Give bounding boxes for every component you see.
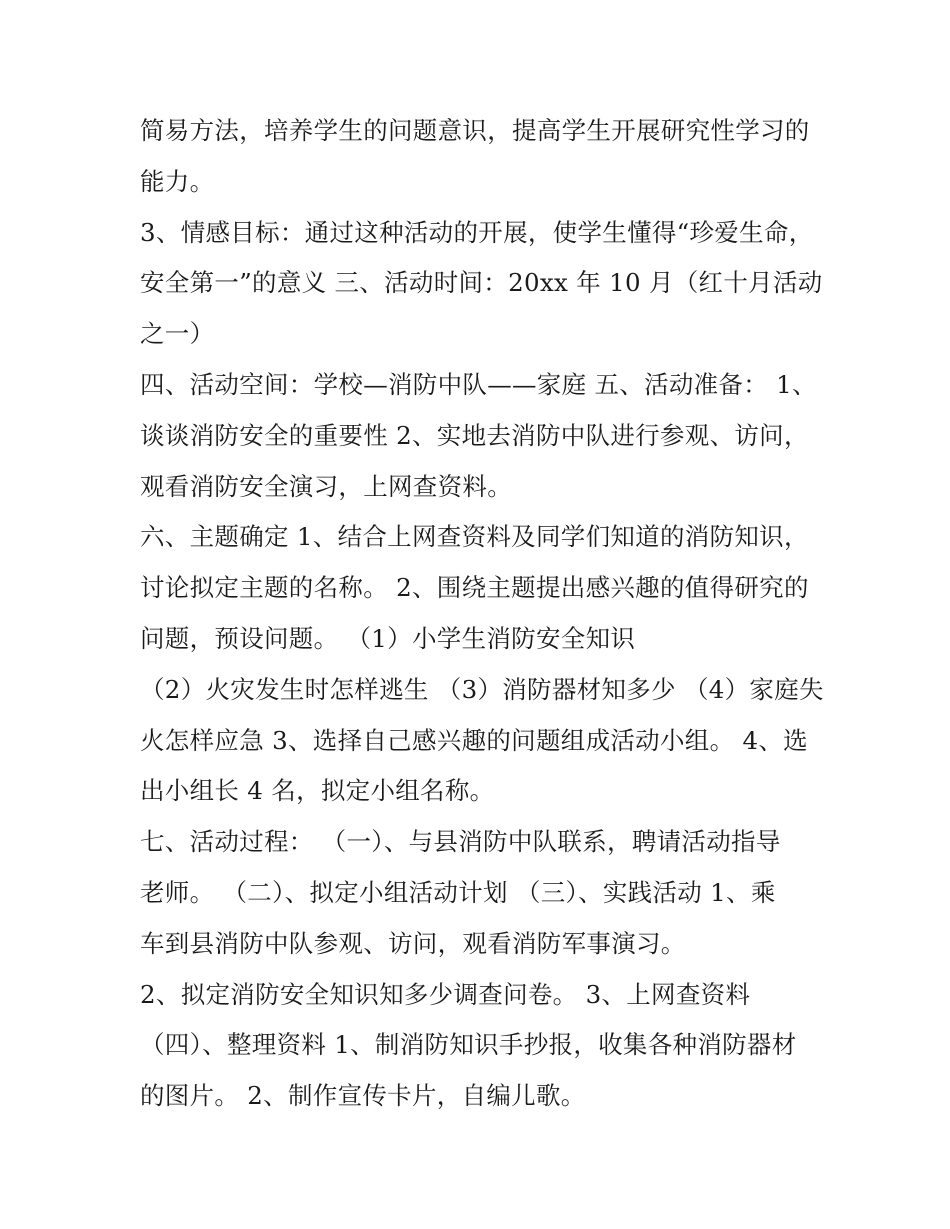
text-line: 之一）: [140, 319, 215, 349]
text-line: （四）、整理资料 1、制消防知识手抄报，收集各种消防器材: [140, 1030, 797, 1060]
text-line: 讨论拟定主题的名称。 2、围绕主题提出感兴趣的值得研究的: [140, 573, 809, 603]
text-line: 车到县消防中队参观、访问，观看消防军事演习。: [140, 928, 686, 958]
text-line: 六、主题确定 1、结合上网查资料及同学们知道的消防知识，: [140, 522, 809, 552]
text-line: 的图片。 2、制作宣传卡片，自编儿歌。: [140, 1081, 586, 1111]
text-line: 简易方法，培养学生的问题意识，提高学生开展研究性学习的: [140, 116, 810, 145]
text-line: （2）火灾发生时怎样逃生 （3）消防器材知多少 （4）家庭失: [140, 674, 824, 704]
text-line: 安全第一”的意义 三、活动时间：20xx 年 10 月（红十月活动: [140, 268, 823, 298]
text-line: 3、情感目标：通过这种活动的开展，使学生懂得“珍爱生命，: [140, 217, 814, 247]
text-line: 七、活动过程： （一）、与县消防中队联系，聘请活动指导: [140, 827, 781, 857]
text-line: 2、拟定消防安全知识知多少调查问卷。 3、上网查资料: [140, 979, 751, 1009]
text-line: 问题，预设问题。 （1）小学生消防安全知识: [140, 623, 636, 653]
text-line: 观看消防安全演习，上网查资料。: [140, 471, 512, 501]
text-line: 出小组长 4 名，拟定小组名称。: [140, 776, 495, 806]
text-line: 四、活动空间：学校—消防中队——家庭 五、活动准备： 1、: [140, 369, 817, 399]
text-line: 火怎样应急 3、选择自己感兴趣的问题组成活动小组。 4、选: [140, 725, 808, 755]
body-text: [140, 106, 824, 1122]
text-line: 能力。: [140, 166, 215, 196]
text-line: 老师。 （二）、拟定小组活动计划 （三）、实践活动 1、乘: [140, 877, 776, 907]
text-line: 谈谈消防安全的重要性 2、实地去消防中队进行参观、访问，: [140, 420, 809, 450]
